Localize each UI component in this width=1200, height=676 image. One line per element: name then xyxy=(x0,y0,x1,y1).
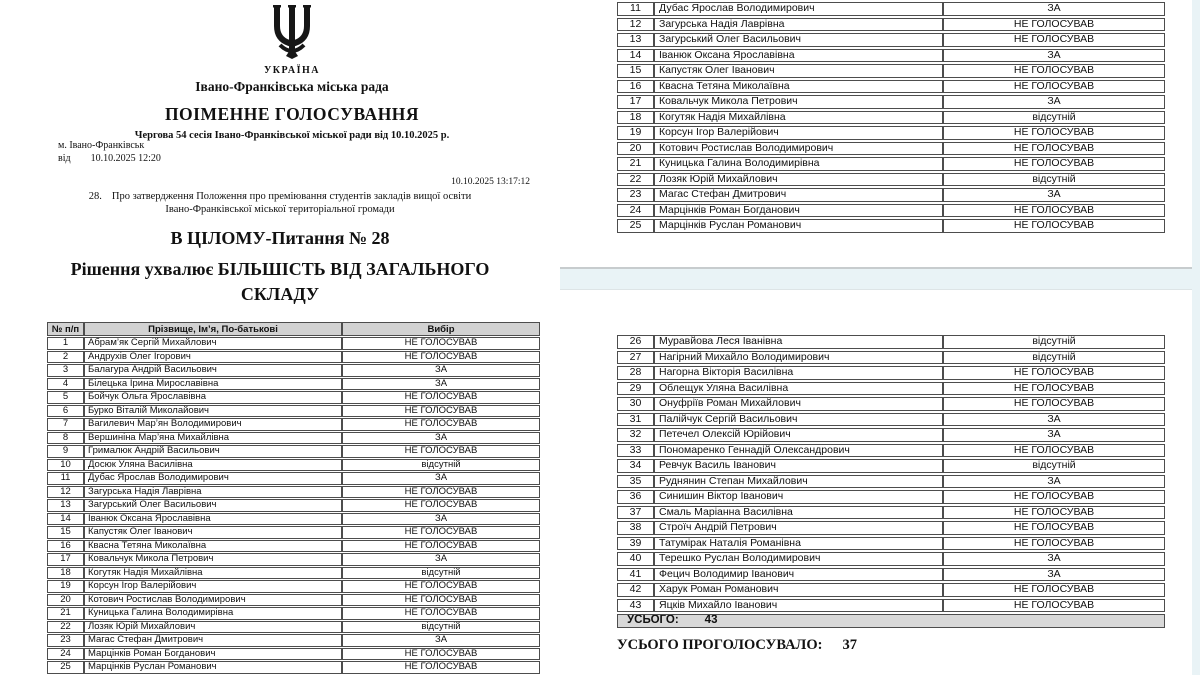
table-row xyxy=(47,567,540,580)
table-row xyxy=(47,499,540,512)
vote-choice: НЕ ГОЛОСУВАВ xyxy=(342,391,540,404)
row-number: 24 xyxy=(47,648,84,661)
table-row xyxy=(617,537,1165,551)
deputy-name: Корсун Ігор Валерійович xyxy=(84,580,342,593)
table-row xyxy=(617,80,1165,94)
table-row xyxy=(47,459,540,472)
total-cell xyxy=(617,614,1165,628)
deputy-name: Загурський Олег Васильович xyxy=(84,499,342,512)
table-row xyxy=(617,397,1165,411)
table-row xyxy=(47,634,540,647)
deputy-name: Пономаренко Геннадій Олександрович xyxy=(654,444,943,458)
table-row xyxy=(47,418,540,431)
vote-choice: НЕ ГОЛОСУВАВ xyxy=(943,219,1165,233)
row-number: 5 xyxy=(47,391,84,404)
row-number: 18 xyxy=(47,567,84,580)
vote-choice: НЕ ГОЛОСУВАВ xyxy=(342,486,540,499)
deputy-name: Облещук Уляна Василівна xyxy=(654,382,943,396)
row-number: 35 xyxy=(617,475,654,489)
row-number: 40 xyxy=(617,552,654,566)
deputy-name: Марцінків Роман Богданович xyxy=(84,648,342,661)
vote-choice: ЗА xyxy=(342,472,540,485)
row-number: 21 xyxy=(617,157,654,171)
deputy-name: Когутяк Надія Михайлівна xyxy=(654,111,943,125)
vote-choice: ЗА xyxy=(943,413,1165,427)
deputy-name: Синишин Віктор Іванович xyxy=(654,490,943,504)
row-number: 12 xyxy=(617,18,654,32)
table-row xyxy=(617,111,1165,125)
row-number: 41 xyxy=(617,568,654,582)
vote-choice: НЕ ГОЛОСУВАВ xyxy=(342,405,540,418)
col-header-number: № п/п xyxy=(47,322,84,336)
deputy-name: Іванюк Оксана Ярославівна xyxy=(654,49,943,63)
total-voted-label: УСЬОГО ПРОГОЛОСУВАЛО: xyxy=(617,637,823,653)
vote-choice: відсутній xyxy=(943,173,1165,187)
vote-choice: ЗА xyxy=(943,2,1165,16)
row-number: 17 xyxy=(617,95,654,109)
row-number: 15 xyxy=(617,64,654,78)
row-number: 25 xyxy=(617,219,654,233)
vote-choice: відсутній xyxy=(943,459,1165,473)
deputy-name: Марцінків Руслан Романович xyxy=(84,661,342,674)
vote-choice: ЗА xyxy=(943,475,1165,489)
deputy-name: Куницька Галина Володимирівна xyxy=(84,607,342,620)
vote-choice: ЗА xyxy=(342,378,540,391)
table-row xyxy=(47,513,540,526)
vote-choice: НЕ ГОЛОСУВАВ xyxy=(943,506,1165,520)
table-row xyxy=(47,405,540,418)
row-number: 36 xyxy=(617,490,654,504)
deputy-name: Корсун Ігор Валерійович xyxy=(654,126,943,140)
deputy-name: Грималюк Андрій Васильович xyxy=(84,445,342,458)
table-row xyxy=(47,553,540,566)
row-number: 22 xyxy=(47,621,84,634)
deputy-name: Строїч Андрій Петрович xyxy=(654,521,943,535)
deputy-name: Смаль Маріанна Василівна xyxy=(654,506,943,520)
table-row xyxy=(617,444,1165,458)
row-number: 32 xyxy=(617,428,654,442)
table-row xyxy=(617,64,1165,78)
table-row xyxy=(47,486,540,499)
vote-choice: НЕ ГОЛОСУВАВ xyxy=(943,80,1165,94)
deputy-name: Капустяк Олег Іванович xyxy=(84,526,342,539)
vote-choice: ЗА xyxy=(342,364,540,377)
from-datetime: 10.10.2025 12:20 xyxy=(90,153,161,164)
row-number: 29 xyxy=(617,382,654,396)
deputy-name: Ковальчук Микола Петрович xyxy=(84,553,342,566)
deputy-name: Муравйова Леся Іванівна xyxy=(654,335,943,349)
row-number: 14 xyxy=(47,513,84,526)
table-row xyxy=(47,337,540,350)
deputy-name: Ковальчук Микола Петрович xyxy=(654,95,943,109)
deputy-name: Марцінків Руслан Романович xyxy=(654,219,943,233)
vote-choice: відсутній xyxy=(342,459,540,472)
table-row xyxy=(47,445,540,458)
deputy-name: Досюк Уляна Василівна xyxy=(84,459,342,472)
row-number: 9 xyxy=(47,445,84,458)
table-row xyxy=(617,382,1165,396)
deputy-name: Татумірак Наталія Романівна xyxy=(654,537,943,551)
table-row xyxy=(47,351,540,364)
table-row xyxy=(47,364,540,377)
vote-choice: НЕ ГОЛОСУВАВ xyxy=(342,526,540,539)
vote-choice: НЕ ГОЛОСУВАВ xyxy=(943,521,1165,535)
deputy-name: Марцінків Роман Богданович xyxy=(654,204,943,218)
table-row xyxy=(47,540,540,553)
session-line: Чергова 54 сесія Івано-Франківської міської ради від 10.10.2025 р. xyxy=(134,130,450,141)
city-line: м. Івано-Франківськ xyxy=(58,140,145,151)
row-number: 22 xyxy=(617,173,654,187)
table-row xyxy=(617,506,1165,520)
deputy-name: Куницька Галина Володимирівна xyxy=(654,157,943,171)
deputy-name: Бойчук Ольга Ярославівна xyxy=(84,391,342,404)
table-row xyxy=(617,351,1165,365)
table-row xyxy=(617,428,1165,442)
vote-choice: ЗА xyxy=(342,432,540,445)
deputy-name: Котович Ростислав Володимирович xyxy=(654,142,943,156)
document-title: ПОІМЕННЕ ГОЛОСУВАННЯ xyxy=(164,104,420,124)
deputy-name: Дубас Ярослав Володимирович xyxy=(84,472,342,485)
vote-choice: НЕ ГОЛОСУВАВ xyxy=(943,18,1165,32)
table-row xyxy=(617,49,1165,63)
vote-choice: НЕ ГОЛОСУВАВ xyxy=(943,599,1165,613)
vote-choice: ЗА xyxy=(342,513,540,526)
vote-choice: НЕ ГОЛОСУВАВ xyxy=(943,397,1165,411)
deputy-name: Палійчук Сергій Васильович xyxy=(654,413,943,427)
voting-table-rows-1-25 xyxy=(47,321,540,675)
row-number: 23 xyxy=(617,188,654,202)
table-row xyxy=(617,18,1165,32)
row-number: 34 xyxy=(617,459,654,473)
vote-choice: НЕ ГОЛОСУВАВ xyxy=(342,607,540,620)
deputy-name: Петечел Олексій Юрійович xyxy=(654,428,943,442)
vote-choice: НЕ ГОЛОСУВАВ xyxy=(943,366,1165,380)
table-row xyxy=(47,472,540,485)
vote-scope-title: В ЦІЛОМУ-Питання № 28 xyxy=(170,228,390,248)
vote-choice: відсутній xyxy=(943,335,1165,349)
table-row xyxy=(47,378,540,391)
row-number: 14 xyxy=(617,49,654,63)
table-header-row xyxy=(47,322,540,336)
vote-choice: ЗА xyxy=(943,552,1165,566)
vote-choice: НЕ ГОЛОСУВАВ xyxy=(943,490,1165,504)
deputy-name: Капустяк Олег Іванович xyxy=(654,64,943,78)
vote-choice: відсутній xyxy=(342,621,540,634)
viewer-page-1-bottom xyxy=(560,0,1192,269)
table-row xyxy=(617,173,1165,187)
row-number: 20 xyxy=(617,142,654,156)
vote-choice: НЕ ГОЛОСУВАВ xyxy=(943,126,1165,140)
row-number: 8 xyxy=(47,432,84,445)
row-number: 23 xyxy=(47,634,84,647)
deputy-name: Когутяк Надія Михайлівна xyxy=(84,567,342,580)
vote-choice: ЗА xyxy=(943,95,1165,109)
ukraine-trident-emblem-icon xyxy=(271,5,313,59)
total-voted-value: 37 xyxy=(842,637,857,653)
vote-choice: НЕ ГОЛОСУВАВ xyxy=(342,594,540,607)
vote-choice: НЕ ГОЛОСУВАВ xyxy=(943,444,1165,458)
row-number: 16 xyxy=(617,80,654,94)
print-timestamp: 10.10.2025 13:17:12 xyxy=(451,177,530,187)
deputy-name: Білецька Ірина Мирославівна xyxy=(84,378,342,391)
pdf-viewer-pane xyxy=(560,0,1200,675)
council-name: Івано-Франківська міська рада xyxy=(195,79,389,94)
row-number: 21 xyxy=(47,607,84,620)
protocol-page-1 xyxy=(0,0,560,675)
vote-choice: НЕ ГОЛОСУВАВ xyxy=(342,418,540,431)
vote-choice: ЗА xyxy=(943,188,1165,202)
vote-choice: НЕ ГОЛОСУВАВ xyxy=(342,580,540,593)
row-number: 42 xyxy=(617,583,654,597)
deputy-name: Харук Роман Романович xyxy=(654,583,943,597)
deputy-name: Дубас Ярослав Володимирович xyxy=(654,2,943,16)
vote-choice: відсутній xyxy=(943,351,1165,365)
row-number: 11 xyxy=(617,2,654,16)
table-row xyxy=(617,459,1165,473)
table-row xyxy=(47,661,540,674)
vote-choice: НЕ ГОЛОСУВАВ xyxy=(342,661,540,674)
voting-table-rows-11-25 xyxy=(617,0,1165,235)
country-label: УКРАЇНА xyxy=(263,65,321,76)
table-row xyxy=(617,552,1165,566)
row-number: 37 xyxy=(617,506,654,520)
row-number: 13 xyxy=(47,499,84,512)
row-number: 26 xyxy=(617,335,654,349)
agenda-line-1: 28. Про затвердження Положення про преміювання студентів закладів вищої освіти xyxy=(88,191,472,202)
row-number: 7 xyxy=(47,418,84,431)
deputy-name: Фецич Володимир Іванович xyxy=(654,568,943,582)
row-number: 2 xyxy=(47,351,84,364)
total-voted-line xyxy=(617,637,857,654)
row-number: 20 xyxy=(47,594,84,607)
row-number: 12 xyxy=(47,486,84,499)
row-number: 16 xyxy=(47,540,84,553)
total-label: УСЬОГО: xyxy=(627,614,679,627)
vote-choice: ЗА xyxy=(342,553,540,566)
row-number: 25 xyxy=(47,661,84,674)
row-number: 13 xyxy=(617,33,654,47)
deputy-name: Яцків Михайло Іванович xyxy=(654,599,943,613)
agenda-number: 28. xyxy=(88,191,102,202)
deputy-name: Лозяк Юрій Михайлович xyxy=(84,621,342,634)
vote-choice: НЕ ГОЛОСУВАВ xyxy=(943,142,1165,156)
vote-choice: відсутній xyxy=(342,567,540,580)
row-number: 19 xyxy=(617,126,654,140)
deputy-name: Квасна Тетяна Миколаївна xyxy=(654,80,943,94)
table-row xyxy=(617,2,1165,16)
table-row xyxy=(617,188,1165,202)
vote-choice: НЕ ГОЛОСУВАВ xyxy=(943,33,1165,47)
deputy-name: Нагорна Вікторія Василівна xyxy=(654,366,943,380)
table-row xyxy=(617,475,1165,489)
vote-choice: НЕ ГОЛОСУВАВ xyxy=(943,382,1165,396)
table-row xyxy=(617,583,1165,597)
row-number: 43 xyxy=(617,599,654,613)
table-row xyxy=(617,204,1165,218)
vote-choice: НЕ ГОЛОСУВАВ xyxy=(943,157,1165,171)
vote-choice: НЕ ГОЛОСУВАВ xyxy=(943,204,1165,218)
vote-choice: ЗА xyxy=(943,568,1165,582)
deputy-name: Загурська Надія Лаврівна xyxy=(84,486,342,499)
col-header-name: Прізвище, Ім’я, По-батькові xyxy=(84,322,342,336)
table-row xyxy=(47,594,540,607)
row-number: 6 xyxy=(47,405,84,418)
agenda-item xyxy=(0,191,560,216)
vote-choice: ЗА xyxy=(342,634,540,647)
vote-choice: НЕ ГОЛОСУВАВ xyxy=(342,648,540,661)
row-number: 3 xyxy=(47,364,84,377)
viewer-page-2 xyxy=(560,289,1192,676)
deputy-name: Лозяк Юрій Михайлович xyxy=(654,173,943,187)
total-value: 43 xyxy=(704,614,718,627)
deputy-name: Загурський Олег Васильович xyxy=(654,33,943,47)
table-row xyxy=(617,142,1165,156)
deputy-name: Онуфріїв Роман Михайлович xyxy=(654,397,943,411)
deputy-name: Іванюк Оксана Ярославівна xyxy=(84,513,342,526)
table-row xyxy=(617,335,1165,349)
row-number: 15 xyxy=(47,526,84,539)
deputy-name: Андрухів Олег Ігорович xyxy=(84,351,342,364)
from-label: від xyxy=(58,153,71,164)
table-row xyxy=(617,366,1165,380)
col-header-vote: Вибір xyxy=(342,322,540,336)
table-row xyxy=(47,432,540,445)
table-row xyxy=(47,648,540,661)
row-number: 17 xyxy=(47,553,84,566)
table-row xyxy=(617,599,1165,613)
voting-table-rows-26-43 xyxy=(617,333,1165,630)
decision-rule-title: Рішення ухвалює БІЛЬШІСТЬ ВІД ЗАГАЛЬНОГО СКЛАДУ xyxy=(70,259,490,304)
deputy-name: Нагірний Михайло Володимирович xyxy=(654,351,943,365)
place-date-block xyxy=(58,139,161,165)
table-row xyxy=(617,157,1165,171)
vote-choice: відсутній xyxy=(943,111,1165,125)
table-row xyxy=(47,526,540,539)
deputy-name: Терешко Руслан Володимирович xyxy=(654,552,943,566)
vote-choice: ЗА xyxy=(943,49,1165,63)
deputy-name: Загурська Надія Лаврівна xyxy=(654,18,943,32)
vote-choice: НЕ ГОЛОСУВАВ xyxy=(342,445,540,458)
deputy-name: Квасна Тетяна Миколаївна xyxy=(84,540,342,553)
table-row xyxy=(617,521,1165,535)
row-number: 1 xyxy=(47,337,84,350)
row-number: 31 xyxy=(617,413,654,427)
deputy-name: Вершиніна Мар’яна Михайлівна xyxy=(84,432,342,445)
table-row xyxy=(47,391,540,404)
vote-choice: НЕ ГОЛОСУВАВ xyxy=(342,337,540,350)
row-number: 19 xyxy=(47,580,84,593)
table-row xyxy=(617,95,1165,109)
row-number: 38 xyxy=(617,521,654,535)
row-number: 33 xyxy=(617,444,654,458)
table-row xyxy=(617,413,1165,427)
vote-choice: НЕ ГОЛОСУВАВ xyxy=(342,499,540,512)
deputy-name: Вагилевич Мар’ян Володимирович xyxy=(84,418,342,431)
vote-choice: НЕ ГОЛОСУВАВ xyxy=(342,351,540,364)
row-number: 11 xyxy=(47,472,84,485)
table-row xyxy=(47,607,540,620)
vote-choice: НЕ ГОЛОСУВАВ xyxy=(342,540,540,553)
vote-choice: НЕ ГОЛОСУВАВ xyxy=(943,64,1165,78)
table-row xyxy=(47,580,540,593)
row-number: 18 xyxy=(617,111,654,125)
deputy-name: Ревчук Василь Іванович xyxy=(654,459,943,473)
deputy-name: Абрам’як Сергій Михайлович xyxy=(84,337,342,350)
vote-choice: ЗА xyxy=(943,428,1165,442)
vote-choice: НЕ ГОЛОСУВАВ xyxy=(943,583,1165,597)
table-row xyxy=(617,126,1165,140)
row-number: 28 xyxy=(617,366,654,380)
deputy-name: Котович Ростислав Володимирович xyxy=(84,594,342,607)
deputy-name: Руднянин Степан Михайлович xyxy=(654,475,943,489)
row-number: 30 xyxy=(617,397,654,411)
row-number: 10 xyxy=(47,459,84,472)
row-number: 4 xyxy=(47,378,84,391)
deputy-name: Балагура Андрій Васильович xyxy=(84,364,342,377)
table-row xyxy=(617,219,1165,233)
row-number: 24 xyxy=(617,204,654,218)
table-row xyxy=(617,490,1165,504)
agenda-line-2: Івано-Франківської міської територіальної громади xyxy=(165,203,395,215)
deputy-name: Магас Стефан Дмитрович xyxy=(654,188,943,202)
deputy-name: Магас Стефан Дмитрович xyxy=(84,634,342,647)
table-row xyxy=(617,568,1165,582)
row-number: 27 xyxy=(617,351,654,365)
table-row xyxy=(47,621,540,634)
row-number: 39 xyxy=(617,537,654,551)
table-total-row xyxy=(617,614,1165,628)
table-row xyxy=(617,33,1165,47)
deputy-name: Бурко Віталій Миколайович xyxy=(84,405,342,418)
vote-choice: НЕ ГОЛОСУВАВ xyxy=(943,537,1165,551)
document-header xyxy=(0,0,560,141)
